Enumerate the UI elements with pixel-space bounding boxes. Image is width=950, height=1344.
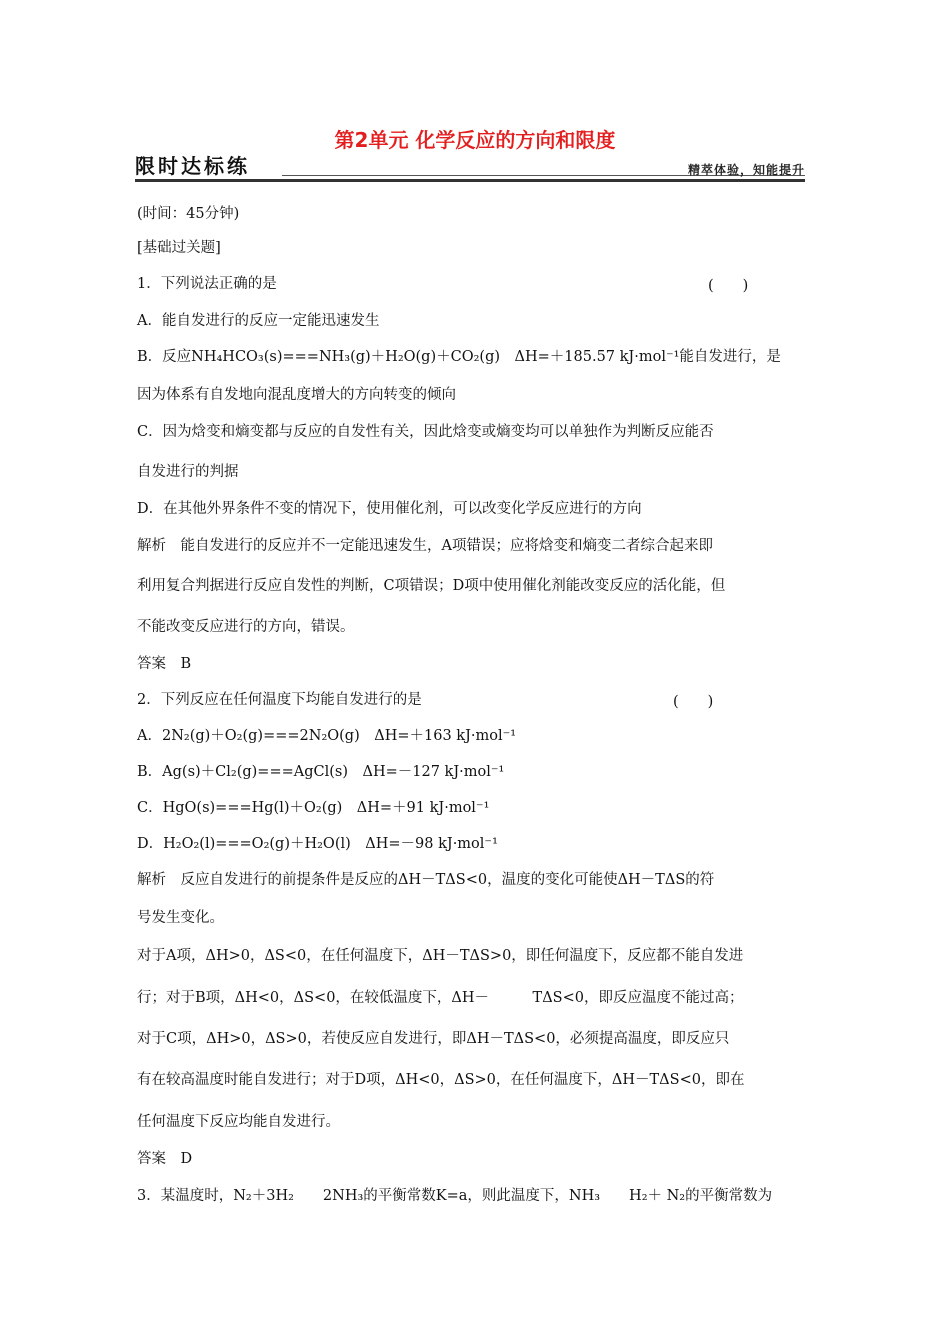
q1-option-a: A．能自发进行的反应一定能迅速发生 — [137, 313, 380, 329]
section-label: [基础过关题] — [137, 240, 221, 256]
q2-option-c: C．HgO(s)===Hg(l)＋O₂(g) ΔH=＋91 kJ·mol⁻¹ — [137, 800, 490, 816]
q1-option-b-line2: 因为体系有自发地向混乱度增大的方向转变的倾向 — [137, 387, 456, 403]
section-banner — [135, 150, 805, 184]
q1-option-c-line2: 自发进行的判据 — [137, 464, 239, 480]
banner-left-label: 限时达标练 — [135, 154, 250, 178]
q1-explanation-line3: 不能改变反应进行的方向，错误。 — [137, 619, 355, 635]
q2-explanation-line3: 对于A项，ΔH>0，ΔS<0，在任何温度下，ΔH－TΔS>0，即任何温度下，反应都不能自发进 — [137, 948, 744, 964]
q2-explanation-line6: 有在较高温度时能自发进行；对于D项，ΔH<0，ΔS>0，在任何温度下，ΔH－TΔS<0，即在 — [137, 1072, 745, 1088]
page-title: 第2单元 化学反应的方向和限度 — [334, 128, 616, 152]
q2-answer-paren: ( ) — [673, 694, 714, 710]
q2-option-d: D．H₂O₂(l)===O₂(g)＋H₂O(l) ΔH=－98 kJ·mol⁻¹ — [137, 836, 498, 852]
q1-explanation-line1: 解析 能自发进行的反应并不一定能迅速发生，A项错误；应将焓变和熵变二者综合起来即 — [137, 538, 713, 554]
q1-answer-paren: ( ) — [708, 278, 749, 294]
banner-right-label: 精萃体验，知能提升 — [687, 163, 805, 177]
banner-rule — [135, 179, 805, 182]
q1-stem: 1．下列说法正确的是 — [137, 276, 277, 292]
q2-explanation-line5: 对于C项，ΔH>0，ΔS>0，若使反应自发进行，即ΔH－TΔS<0，必须提高温度，即反应只 — [137, 1031, 730, 1047]
q1-explanation-line2: 利用复合判据进行反应自发性的判断，C项错误；D项中使用催化剂能改变反应的活化能，但 — [137, 578, 726, 594]
q2-explanation-line4: 行；对于B项，ΔH<0，ΔS<0，在较低温度下，ΔH－ TΔS<0，即反应温度不能过高； — [137, 990, 744, 1006]
q2-stem: 2．下列反应在任何温度下均能自发进行的是 — [137, 692, 422, 708]
q1-answer: 答案 B — [137, 656, 192, 672]
time-limit: (时间：45分钟) — [137, 206, 240, 222]
q1-option-d: D．在其他外界条件不变的情况下，使用催化剂，可以改变化学反应进行的方向 — [137, 501, 642, 517]
q2-answer: 答案 D — [137, 1151, 193, 1167]
q2-explanation-line2: 号发生变化。 — [137, 910, 224, 926]
q1-option-c-line1: C．因为焓变和熵变都与反应的自发性有关，因此焓变或熵变均可以单独作为判断反应能否 — [137, 424, 714, 440]
q2-explanation-line1: 解析 反应自发进行的前提条件是反应的ΔH－TΔS<0，温度的变化可能使ΔH－TΔS的符 — [137, 872, 715, 888]
q3-stem: 3．某温度时，N₂＋3H₂ 2NH₃的平衡常数K=a，则此温度下，NH₃ H₂＋ N₂的平衡常数为 — [137, 1188, 773, 1204]
q2-option-b: B．Ag(s)＋Cl₂(g)===AgCl(s) ΔH=－127 kJ·mol⁻¹ — [137, 764, 505, 780]
q2-option-a: A．2N₂(g)＋O₂(g)===2N₂O(g) ΔH=＋163 kJ·mol⁻¹ — [137, 728, 517, 744]
q1-option-b-line1: B．反应NH₄HCO₃(s)===NH₃(g)＋H₂O(g)＋CO₂(g) ΔH=＋185.57 kJ·mol⁻¹能自发进行，是 — [137, 349, 781, 365]
q2-explanation-line7: 任何温度下反应均能自发进行。 — [137, 1114, 340, 1130]
